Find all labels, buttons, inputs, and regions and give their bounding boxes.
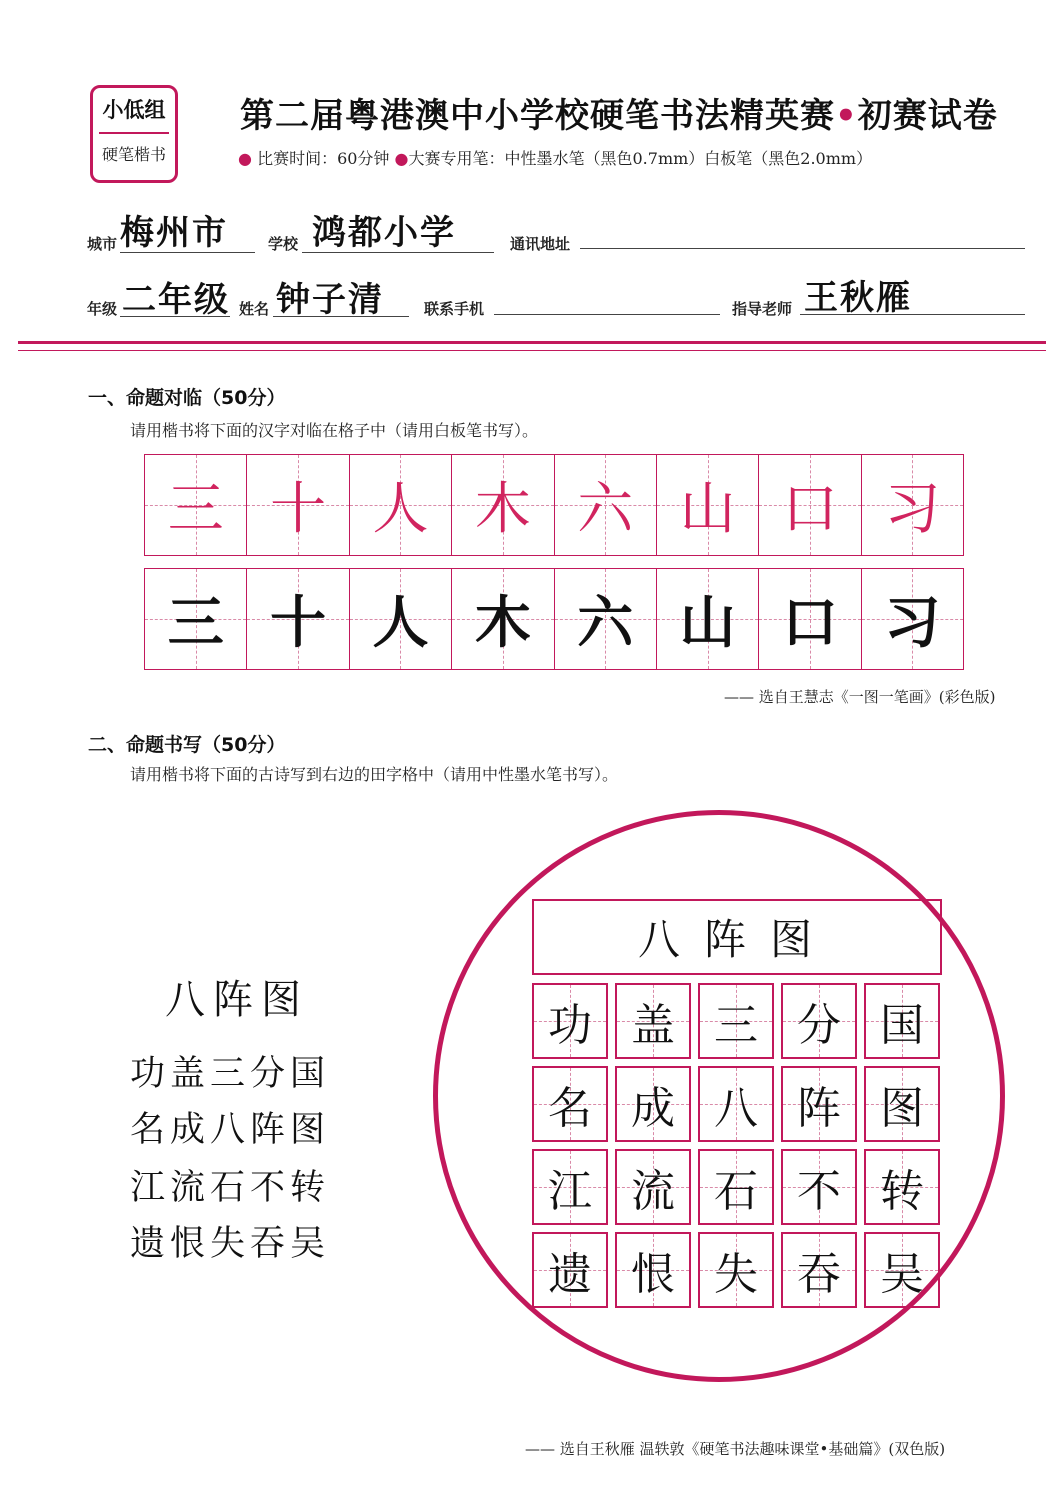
model-character-grid (144, 454, 964, 556)
written-poem-char: 盖 (631, 1000, 675, 1051)
written-char: 十 (270, 591, 327, 656)
poem-answer-cell[interactable] (864, 1149, 940, 1225)
poem-line: 名成八阵图 (130, 1110, 331, 1150)
written-poem-char: 江 (548, 1166, 592, 1217)
written-poem-char: 遗 (548, 1249, 592, 1300)
name-field[interactable]: 钟子清 (276, 280, 384, 320)
written-poem-char: 吴 (880, 1249, 924, 1300)
model-cell (145, 455, 247, 555)
answer-cell[interactable] (247, 569, 349, 669)
written-char: 山 (679, 591, 736, 656)
exam-rules (238, 146, 1038, 169)
written-poem-char: 八 (714, 1083, 758, 1134)
poem-answer-cell[interactable] (864, 1066, 940, 1142)
bullet-dot-icon: ● (238, 149, 252, 168)
poem-answer-cell[interactable] (781, 983, 857, 1059)
school-field[interactable]: 鸿都小学 (312, 213, 456, 253)
written-poem-char: 阵 (797, 1083, 841, 1134)
poem-answer-cell[interactable] (615, 983, 691, 1059)
section2-credit: —— 选自王秋雁 温轶敦《硬笔书法趣味课堂•基础篇》(双色版) (525, 1440, 946, 1458)
phone-label: 联系手机 (424, 300, 485, 318)
poem-answer-cell[interactable] (864, 1232, 940, 1308)
written-poem-char: 图 (880, 1083, 924, 1134)
written-poem-char: 恨 (631, 1249, 675, 1300)
section2-instruction: 请用楷书将下面的古诗写到右边的田字格中（请用中性墨水笔书写）。 (130, 765, 619, 784)
poem-answer-cell[interactable] (615, 1066, 691, 1142)
poem-answer-cell[interactable] (532, 1149, 608, 1225)
answer-cell[interactable] (759, 569, 861, 669)
written-char: 人 (372, 591, 429, 656)
written-poem-char: 名 (548, 1083, 592, 1134)
bullet-dot-icon: ● (394, 149, 409, 168)
written-char: 习 (884, 591, 941, 656)
model-cell (862, 455, 963, 555)
poem-answer-cell[interactable] (698, 1149, 774, 1225)
answer-cell[interactable] (452, 569, 554, 669)
written-poem-char: 石 (714, 1166, 758, 1217)
section1-instruction: 请用楷书将下面的汉字对临在格子中（请用白板笔书写）。 (130, 421, 539, 440)
section1-credit: —— 选自王慧志《一图一笔画》(彩色版) (724, 688, 996, 706)
written-poem-char: 三 (714, 1000, 758, 1051)
poem-answer-cell[interactable] (532, 1232, 608, 1308)
school-label: 学校 (268, 235, 299, 253)
grade-label: 年级 (87, 300, 118, 318)
written-char: 口 (781, 591, 838, 656)
exam-pen: 大赛专用笔：中性墨水笔（黑色0.7mm）白板笔（黑色2.0mm） (408, 149, 873, 168)
poem-answer-cell[interactable] (532, 1066, 608, 1142)
written-title-box[interactable] (532, 899, 942, 975)
teacher-label: 指导老师 (732, 300, 793, 318)
section1-heading: 一、命题对临（50分） (88, 387, 286, 409)
poem-answer-cell[interactable] (864, 983, 940, 1059)
written-poem-char: 吞 (797, 1249, 841, 1300)
poem-answer-cell[interactable] (781, 1232, 857, 1308)
title-dot: • (835, 96, 858, 136)
answer-cell[interactable] (862, 569, 963, 669)
name-label: 姓名 (239, 300, 270, 318)
written-char: 木 (474, 591, 531, 656)
model-char: 三 (167, 477, 224, 542)
city-label: 城市 (87, 235, 118, 253)
group-badge (90, 85, 178, 183)
title-tail: 初赛试卷 (857, 96, 998, 136)
poem-answer-cell[interactable] (532, 983, 608, 1059)
poem-answer-cell[interactable] (698, 1066, 774, 1142)
poem-line: 江流石不转 (130, 1168, 331, 1208)
answer-cell[interactable] (555, 569, 657, 669)
address-label: 通讯地址 (510, 235, 571, 253)
grade-field[interactable]: 二年级 (122, 280, 230, 320)
badge-divider (99, 132, 169, 134)
exam-time: 比赛时间：60分钟 (257, 149, 390, 168)
page-title (240, 88, 1030, 137)
model-char: 木 (474, 477, 531, 542)
written-poem-char: 流 (631, 1166, 675, 1217)
written-char: 三 (167, 591, 224, 656)
model-char: 人 (372, 477, 429, 542)
answer-cell[interactable] (145, 569, 247, 669)
model-cell (350, 455, 452, 555)
model-cell (247, 455, 349, 555)
answer-cell[interactable] (350, 569, 452, 669)
poem-answer-cell[interactable] (698, 1232, 774, 1308)
badge-style-label: 硬笔楷书 (101, 145, 166, 164)
written-poem-char: 国 (880, 1000, 924, 1051)
written-title: 八阵图 (637, 915, 836, 964)
answer-cell[interactable] (657, 569, 759, 669)
poem-title: 八阵图 (165, 977, 309, 1023)
written-poem-char: 转 (880, 1166, 924, 1217)
model-cell (555, 455, 657, 555)
model-cell (452, 455, 554, 555)
model-char: 六 (577, 477, 634, 542)
poem-answer-cell[interactable] (615, 1232, 691, 1308)
header-divider-thick (18, 341, 1046, 344)
model-char: 山 (679, 477, 736, 542)
poem-answer-cell[interactable] (781, 1149, 857, 1225)
header-divider-thin (18, 350, 1046, 351)
teacher-field[interactable]: 王秋雁 (804, 278, 912, 318)
address-field[interactable] (580, 248, 1025, 249)
written-poem-char: 分 (797, 1000, 841, 1051)
written-poem-char: 成 (631, 1083, 675, 1134)
written-poem-char: 失 (714, 1249, 758, 1300)
section2-heading: 二、命题书写（50分） (88, 734, 286, 756)
model-char: 习 (884, 477, 941, 542)
city-field[interactable]: 梅州市 (120, 213, 228, 253)
model-cell (759, 455, 861, 555)
poem-answer-cell[interactable] (781, 1066, 857, 1142)
poem-answer-cell[interactable] (615, 1149, 691, 1225)
answer-character-grid[interactable] (144, 568, 964, 670)
poem-line: 遗恨失吞吴 (130, 1224, 331, 1264)
written-poem-char: 功 (548, 1000, 592, 1051)
model-cell (657, 455, 759, 555)
title-main: 第二届粤港澳中小学校硬笔书法精英赛 (240, 96, 835, 136)
poem-answer-cell[interactable] (698, 983, 774, 1059)
badge-group-label: 小低组 (102, 98, 166, 122)
poem-line: 功盖三分国 (130, 1054, 331, 1094)
model-char: 十 (270, 477, 327, 542)
model-char: 口 (781, 477, 838, 542)
written-char: 六 (577, 591, 634, 656)
written-poem-char: 不 (797, 1166, 841, 1217)
phone-field[interactable] (494, 314, 720, 315)
